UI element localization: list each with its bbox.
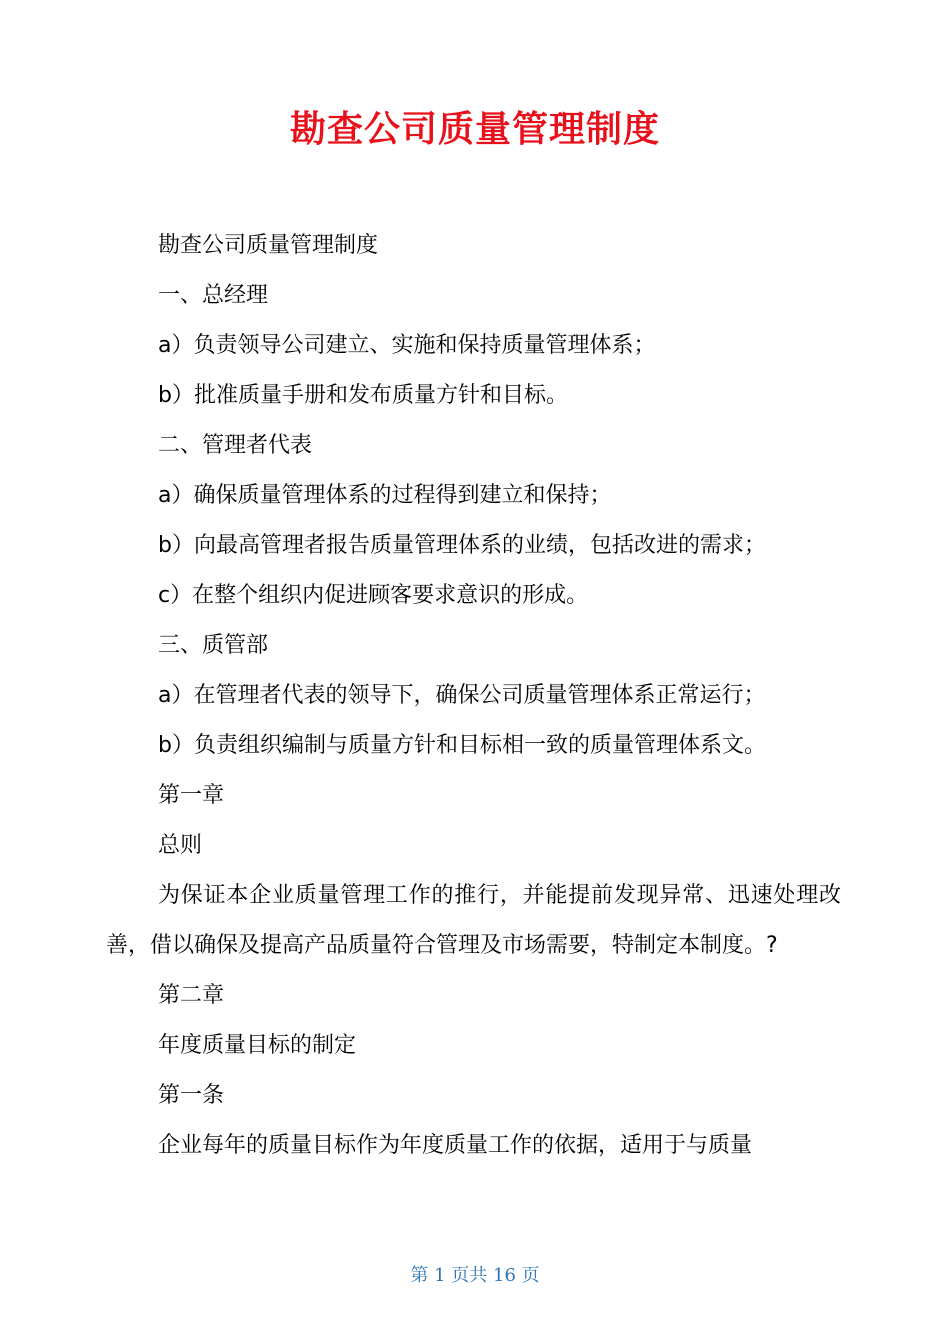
body-paragraph: 企业每年的质量目标作为年度质量工作的依据，适用于与质量: [158, 1133, 753, 1158]
section-heading-management-rep: 二、管理者代表: [158, 433, 313, 458]
chapter-title: 总则: [158, 833, 203, 858]
chapter-heading: 第二章: [158, 983, 225, 1008]
page-footer: 第 1 页共 16 页: [410, 1265, 540, 1286]
list-item: a）负责领导公司建立、实施和保持质量管理体系；: [158, 333, 656, 358]
chapter-heading: 第一章: [158, 783, 225, 808]
body-paragraph: 为保证本企业质量管理工作的推行，并能提前发现异常、迅速处理改善，借以确保及提高产品质量符合管理及市场需要，特制定本制度。?: [106, 883, 841, 958]
document-body: [106, 221, 841, 1171]
list-item: a）确保质量管理体系的过程得到建立和保持；: [158, 483, 612, 508]
section-heading-quality-dept: 三、质管部: [158, 633, 269, 658]
article-heading: 第一条: [158, 1083, 225, 1108]
section-heading-general-manager: 一、总经理: [158, 283, 269, 308]
list-item: b）向最高管理者报告质量管理体系的业绩，包括改进的需求；: [158, 533, 766, 558]
list-item: b）负责组织编制与质量方针和目标相一致的质量管理体系文。: [158, 733, 766, 758]
doc-heading: 勘查公司质量管理制度: [158, 233, 379, 258]
list-item: c）在整个组织内促进顾客要求意识的形成。: [158, 583, 589, 608]
list-item: b）批准质量手册和发布质量方针和目标。: [158, 383, 568, 408]
page-title: 勘查公司质量管理制度: [289, 109, 660, 150]
chapter-title: 年度质量目标的制定: [158, 1033, 357, 1058]
list-item: a）在管理者代表的领导下，确保公司质量管理体系正常运行；: [158, 683, 766, 708]
